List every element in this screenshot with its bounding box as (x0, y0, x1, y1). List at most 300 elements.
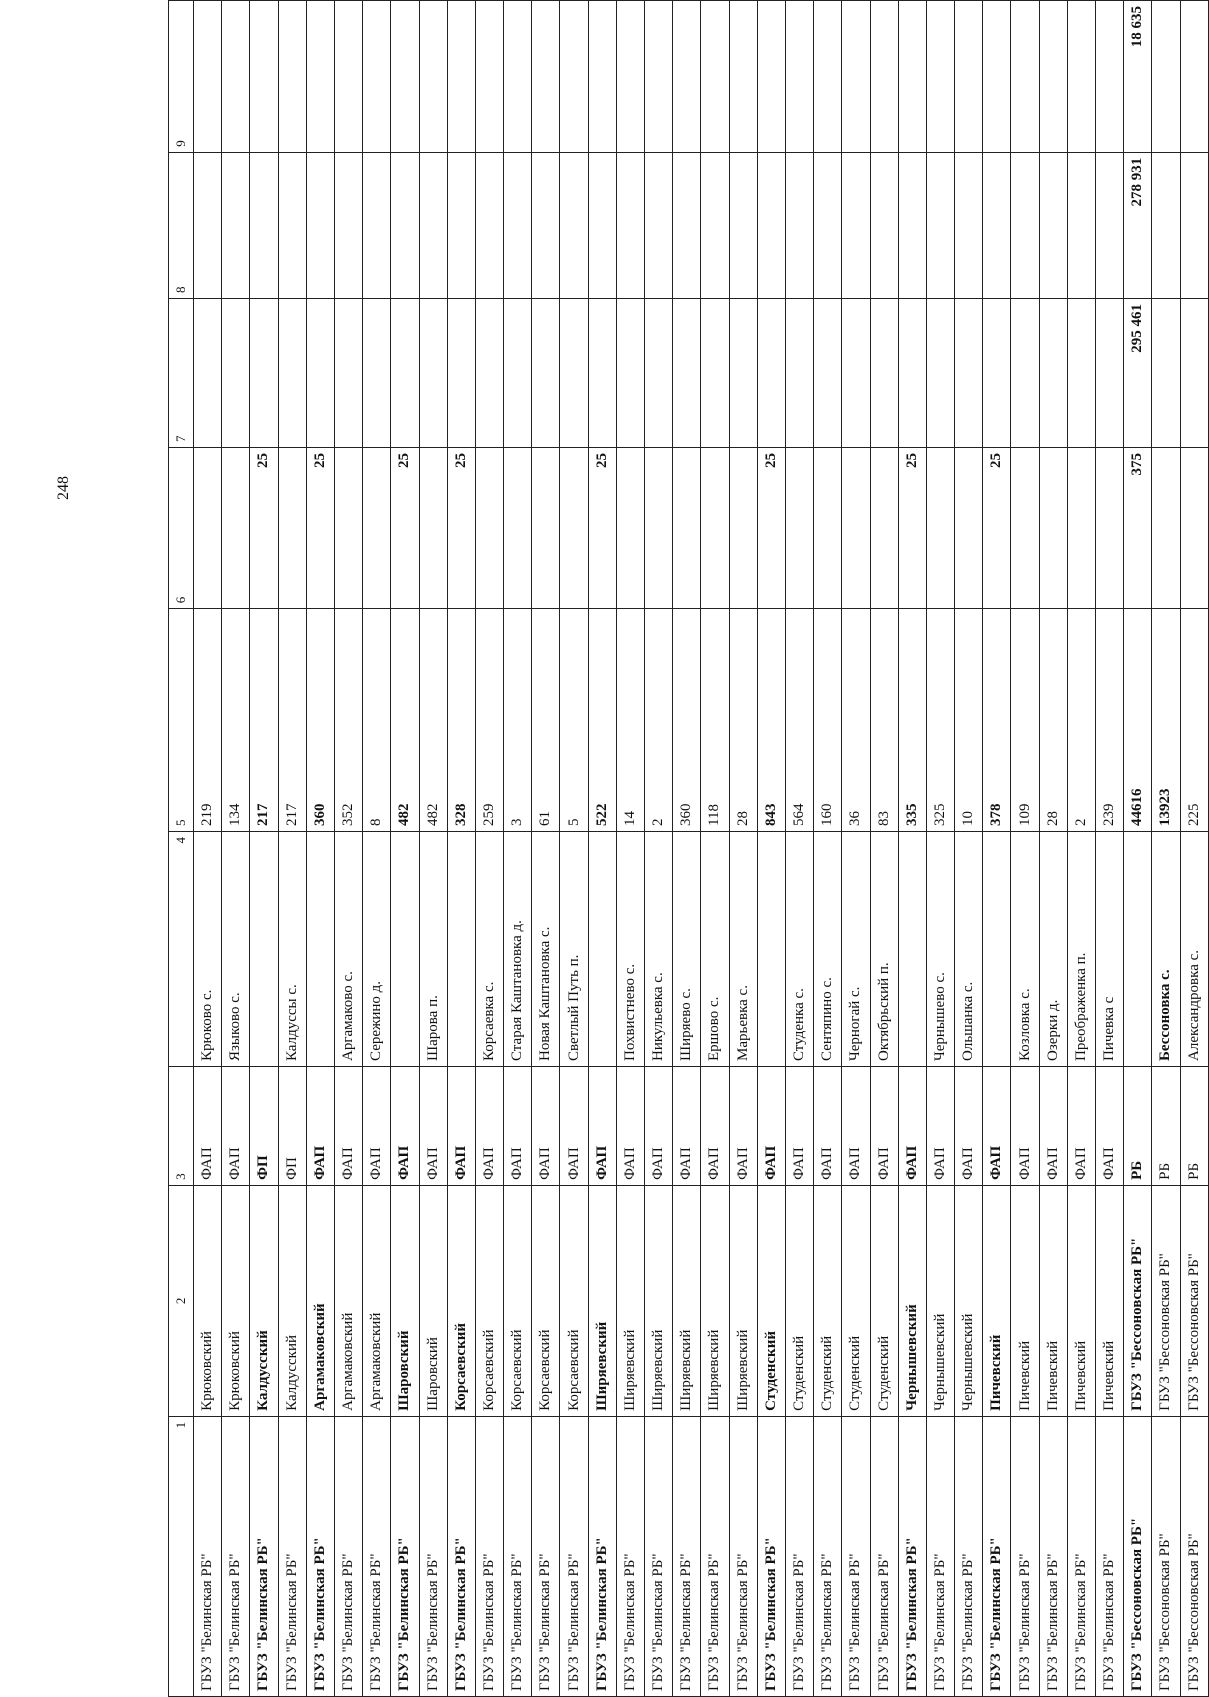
subdivision-cell: Корсаевский (532, 1185, 560, 1416)
settlement-cell: Светлый Путь п. (560, 831, 588, 1066)
table-row (504, 1, 532, 1697)
table-row (1011, 1, 1039, 1697)
settlement-cell (898, 831, 926, 1066)
col7-cell (391, 299, 419, 448)
col6-cell (560, 447, 588, 608)
subdivision-cell: Ширяевский (673, 1185, 701, 1416)
institution-cell: ГБУЗ "Белинская РБ" (785, 1416, 813, 1696)
col8-cell (1152, 152, 1180, 298)
col7-cell (814, 299, 842, 448)
population-cell: 61 (532, 609, 560, 832)
type-cell: ФАП (983, 1067, 1011, 1186)
col6-cell (701, 447, 729, 608)
col7-cell (645, 299, 673, 448)
col6-cell: 25 (588, 447, 616, 608)
col8-cell (1039, 152, 1067, 298)
col8-cell (391, 152, 419, 298)
col9-cell (898, 1, 926, 153)
column-header: 8 (169, 152, 194, 298)
col8-cell (814, 152, 842, 298)
column-header: 9 (169, 1, 194, 153)
population-cell: 2 (1067, 609, 1095, 832)
col8-cell: 278 931 (1124, 152, 1152, 298)
col7-cell (926, 299, 954, 448)
table-row (701, 1, 729, 1697)
subdivision-cell: Шаровский (391, 1185, 419, 1416)
col6-cell: 25 (983, 447, 1011, 608)
col6-cell (926, 447, 954, 608)
population-cell: 219 (194, 609, 222, 832)
table-row (757, 1, 785, 1697)
institution-cell: ГБУЗ "Белинская РБ" (419, 1416, 447, 1696)
col6-cell: 25 (391, 447, 419, 608)
col9-cell (250, 1, 278, 153)
institution-cell: ГБУЗ "Белинская РБ" (194, 1416, 222, 1696)
settlement-cell: Сентяпино с. (814, 831, 842, 1066)
table-row (983, 1, 1011, 1697)
col7-cell (898, 299, 926, 448)
population-cell: 328 (447, 609, 475, 832)
column-header: 1 (169, 1416, 194, 1696)
col8-cell (729, 152, 757, 298)
settlement-cell (588, 831, 616, 1066)
col7-cell (616, 299, 644, 448)
settlement-cell: Марьевка с. (729, 831, 757, 1066)
institution-cell: ГБУЗ "Белинская РБ" (588, 1416, 616, 1696)
institution-cell: ГБУЗ "Белинская РБ" (250, 1416, 278, 1696)
column-header: 3 (169, 1067, 194, 1186)
col9-cell (701, 1, 729, 153)
population-cell: 482 (419, 609, 447, 832)
settlement-cell: Никульевка с. (645, 831, 673, 1066)
col6-cell (475, 447, 503, 608)
column-number-header (169, 1, 194, 1697)
type-cell: ФАП (898, 1067, 926, 1186)
table-row (814, 1, 842, 1697)
col6-cell (814, 447, 842, 608)
col9-cell (222, 1, 250, 153)
col9-cell (560, 1, 588, 153)
col9-cell (983, 1, 1011, 153)
subdivision-cell: Чернышевский (898, 1185, 926, 1416)
col6-cell (729, 447, 757, 608)
table-row (447, 1, 475, 1697)
subdivision-cell: Ширяевский (616, 1185, 644, 1416)
settlement-cell: Пичевка с (1096, 831, 1124, 1066)
col9-cell (588, 1, 616, 153)
type-cell: ФАП (1011, 1067, 1039, 1186)
col6-cell (842, 447, 870, 608)
settlement-cell: Козловка с. (1011, 831, 1039, 1066)
population-cell: 83 (870, 609, 898, 832)
col9-cell (785, 1, 813, 153)
settlement-cell (1124, 831, 1152, 1066)
col8-cell (983, 152, 1011, 298)
col6-cell (673, 447, 701, 608)
table-row (391, 1, 419, 1697)
settlement-cell: Ершово с. (701, 831, 729, 1066)
settlement-cell (757, 831, 785, 1066)
type-cell: ФАП (616, 1067, 644, 1186)
column-header: 7 (169, 299, 194, 448)
column-header: 5 (169, 609, 194, 832)
col7-cell (983, 299, 1011, 448)
settlement-cell (391, 831, 419, 1066)
column-header: 6 (169, 447, 194, 608)
subdivision-cell: Шаровский (419, 1185, 447, 1416)
table-row (842, 1, 870, 1697)
settlement-cell: Студенка с. (785, 831, 813, 1066)
type-cell: ФАП (870, 1067, 898, 1186)
institution-cell: ГБУЗ "Белинская РБ" (504, 1416, 532, 1696)
subdivision-cell: Крюковский (222, 1185, 250, 1416)
settlement-cell: Черногай с. (842, 831, 870, 1066)
table-row (645, 1, 673, 1697)
subdivision-cell: Аргамаковский (306, 1185, 334, 1416)
col8-cell (898, 152, 926, 298)
table-row (673, 1, 701, 1697)
table-row (616, 1, 644, 1697)
subdivision-cell: Студенский (757, 1185, 785, 1416)
population-cell: 36 (842, 609, 870, 832)
institution-cell: ГБУЗ "Белинская РБ" (842, 1416, 870, 1696)
col6-cell (1096, 447, 1124, 608)
table-row (560, 1, 588, 1697)
type-cell: ФАП (588, 1067, 616, 1186)
col8-cell (1011, 152, 1039, 298)
col7-cell (334, 299, 362, 448)
subdivision-cell: ГБУЗ "Бессоновская РБ" (1152, 1185, 1180, 1416)
col7-cell (701, 299, 729, 448)
type-cell: ФАП (222, 1067, 250, 1186)
subdivision-cell: Калдусский (278, 1185, 306, 1416)
page-number: 248 (55, 476, 72, 500)
col9-cell (532, 1, 560, 153)
col8-cell (955, 152, 983, 298)
type-cell: ФАП (419, 1067, 447, 1186)
col9-cell (475, 1, 503, 153)
population-cell: 482 (391, 609, 419, 832)
col8-cell (306, 152, 334, 298)
settlement-cell (447, 831, 475, 1066)
col7-cell (419, 299, 447, 448)
col8-cell (842, 152, 870, 298)
type-cell: ФАП (560, 1067, 588, 1186)
col7-cell (250, 299, 278, 448)
institution-cell: ГБУЗ "Белинская РБ" (814, 1416, 842, 1696)
col6-cell (419, 447, 447, 608)
population-cell: 44616 (1124, 609, 1152, 832)
type-cell: ФАП (504, 1067, 532, 1186)
type-cell: ФАП (785, 1067, 813, 1186)
type-cell: ФАП (447, 1067, 475, 1186)
subdivision-cell: Аргамаковский (363, 1185, 391, 1416)
settlement-cell: Октябрьский п. (870, 831, 898, 1066)
type-cell: ФП (278, 1067, 306, 1186)
col6-cell (334, 447, 362, 608)
col9-cell (278, 1, 306, 153)
col8-cell (673, 152, 701, 298)
population-cell: 8 (363, 609, 391, 832)
table-row (194, 1, 222, 1697)
type-cell: ФАП (194, 1067, 222, 1186)
institution-cell: ГБУЗ "Белинская РБ" (334, 1416, 362, 1696)
col8-cell (532, 152, 560, 298)
col6-cell (363, 447, 391, 608)
col7-cell (560, 299, 588, 448)
col8-cell (645, 152, 673, 298)
table-row (250, 1, 278, 1697)
col7-cell (1180, 299, 1208, 448)
institution-cell: ГБУЗ "Бессоновская РБ" (1180, 1416, 1208, 1696)
population-cell: 378 (983, 609, 1011, 832)
col7-cell (1096, 299, 1124, 448)
col7-cell (785, 299, 813, 448)
subdivision-cell: Пичевский (1067, 1185, 1095, 1416)
col9-cell (447, 1, 475, 153)
col6-cell (194, 447, 222, 608)
subdivision-cell: Пичевский (983, 1185, 1011, 1416)
table-row (222, 1, 250, 1697)
institution-cell: ГБУЗ "Белинская РБ" (870, 1416, 898, 1696)
col9-cell (194, 1, 222, 153)
col6-cell (504, 447, 532, 608)
type-cell: РБ (1152, 1067, 1180, 1186)
institution-cell: ГБУЗ "Белинская РБ" (391, 1416, 419, 1696)
col8-cell (363, 152, 391, 298)
col6-cell: 25 (250, 447, 278, 608)
settlement-cell: Сережино д. (363, 831, 391, 1066)
type-cell: ФАП (1096, 1067, 1124, 1186)
col6-cell: 25 (757, 447, 785, 608)
settlement-cell: Шарова п. (419, 831, 447, 1066)
type-cell: ФАП (1039, 1067, 1067, 1186)
column-header: 2 (169, 1185, 194, 1416)
subdivision-cell: ГБУЗ "Бессоновская РБ" (1124, 1185, 1152, 1416)
settlement-cell: Корсаевка с. (475, 831, 503, 1066)
table-row (1039, 1, 1067, 1697)
subdivision-cell: Ширяевский (588, 1185, 616, 1416)
settlement-cell: Аргамаково с. (334, 831, 362, 1066)
rotated-table-container (168, 0, 1208, 1697)
col9-cell (616, 1, 644, 153)
type-cell: ФАП (955, 1067, 983, 1186)
col6-cell: 25 (447, 447, 475, 608)
col7-cell (870, 299, 898, 448)
population-cell: 239 (1096, 609, 1124, 832)
type-cell: ФАП (729, 1067, 757, 1186)
population-cell: 118 (701, 609, 729, 832)
col6-cell (870, 447, 898, 608)
col7-cell (1039, 299, 1067, 448)
subdivision-cell: ГБУЗ "Бессоновская РБ" (1180, 1185, 1208, 1416)
population-cell: 843 (757, 609, 785, 832)
col9-cell (1096, 1, 1124, 153)
col7-cell (363, 299, 391, 448)
type-cell: ФАП (475, 1067, 503, 1186)
col6-cell (278, 447, 306, 608)
table-row (1180, 1, 1208, 1697)
col7-cell (306, 299, 334, 448)
col9-cell (363, 1, 391, 153)
population-cell: 10 (955, 609, 983, 832)
population-cell: 2 (645, 609, 673, 832)
institution-cell: ГБУЗ "Белинская РБ" (1039, 1416, 1067, 1696)
subdivision-cell: Чернышевский (955, 1185, 983, 1416)
institution-cell: ГБУЗ "Белинская РБ" (278, 1416, 306, 1696)
table-row (419, 1, 447, 1697)
col6-cell (1039, 447, 1067, 608)
settlement-cell: Крюково с. (194, 831, 222, 1066)
type-cell: ФАП (701, 1067, 729, 1186)
col8-cell (504, 152, 532, 298)
col6-cell: 375 (1124, 447, 1152, 608)
col7-cell (588, 299, 616, 448)
institution-cell: ГБУЗ "Белинская РБ" (757, 1416, 785, 1696)
col9-cell (926, 1, 954, 153)
population-cell: 28 (1039, 609, 1067, 832)
col9-cell (419, 1, 447, 153)
col9-cell: 18 635 (1124, 1, 1152, 153)
col6-cell (785, 447, 813, 608)
table-row (475, 1, 503, 1697)
institution-cell: ГБУЗ "Белинская РБ" (616, 1416, 644, 1696)
population-cell: 360 (673, 609, 701, 832)
col9-cell (1067, 1, 1095, 153)
settlement-cell: Ольшанка с. (955, 831, 983, 1066)
table-row (729, 1, 757, 1697)
col7-cell (222, 299, 250, 448)
subdivision-cell: Корсаевский (447, 1185, 475, 1416)
col7-cell: 295 461 (1124, 299, 1152, 448)
settlement-cell: Александровка с. (1180, 831, 1208, 1066)
type-cell: ФАП (842, 1067, 870, 1186)
col8-cell (870, 152, 898, 298)
col6-cell (1180, 447, 1208, 608)
col7-cell (673, 299, 701, 448)
institution-cell: ГБУЗ "Белинская РБ" (560, 1416, 588, 1696)
col9-cell (955, 1, 983, 153)
population-cell: 225 (1180, 609, 1208, 832)
type-cell: ФАП (814, 1067, 842, 1186)
subdivision-cell: Ширяевский (645, 1185, 673, 1416)
settlement-cell: Новая Каштановка с. (532, 831, 560, 1066)
population-cell: 335 (898, 609, 926, 832)
col8-cell (616, 152, 644, 298)
population-cell: 259 (475, 609, 503, 832)
population-cell: 325 (926, 609, 954, 832)
population-cell: 217 (278, 609, 306, 832)
type-cell: ФАП (532, 1067, 560, 1186)
population-cell: 360 (306, 609, 334, 832)
settlement-cell: Ширяево с. (673, 831, 701, 1066)
population-cell: 28 (729, 609, 757, 832)
col6-cell (532, 447, 560, 608)
col6-cell (1152, 447, 1180, 608)
col9-cell (870, 1, 898, 153)
type-cell: РБ (1180, 1067, 1208, 1186)
col7-cell (757, 299, 785, 448)
type-cell: ФАП (1067, 1067, 1095, 1186)
table-row (306, 1, 334, 1697)
col7-cell (504, 299, 532, 448)
col8-cell (419, 152, 447, 298)
population-cell: 564 (785, 609, 813, 832)
col7-cell (475, 299, 503, 448)
population-cell: 3 (504, 609, 532, 832)
subdivision-cell: Ширяевский (701, 1185, 729, 1416)
facility-table (168, 0, 1209, 1697)
settlement-cell: Чернышево с. (926, 831, 954, 1066)
table-row (1067, 1, 1095, 1697)
col7-cell (447, 299, 475, 448)
table-row (363, 1, 391, 1697)
settlement-cell (983, 831, 1011, 1066)
type-cell: ФАП (391, 1067, 419, 1186)
table-row (1152, 1, 1180, 1697)
col6-cell (222, 447, 250, 608)
type-cell: ФАП (306, 1067, 334, 1186)
col8-cell (278, 152, 306, 298)
population-cell: 134 (222, 609, 250, 832)
col9-cell (1011, 1, 1039, 153)
settlement-cell: Похвистнево с. (616, 831, 644, 1066)
col9-cell (645, 1, 673, 153)
col7-cell (842, 299, 870, 448)
col9-cell (757, 1, 785, 153)
institution-cell: ГБУЗ "Бессоновская РБ" (1124, 1416, 1152, 1696)
col6-cell (616, 447, 644, 608)
settlement-cell (250, 831, 278, 1066)
subdivision-cell: Студенский (842, 1185, 870, 1416)
col9-cell (306, 1, 334, 153)
col8-cell (475, 152, 503, 298)
subdivision-cell: Студенский (814, 1185, 842, 1416)
col8-cell (1180, 152, 1208, 298)
col9-cell (842, 1, 870, 153)
subdivision-cell: Студенский (785, 1185, 813, 1416)
institution-cell: ГБУЗ "Белинская РБ" (926, 1416, 954, 1696)
col8-cell (1096, 152, 1124, 298)
col9-cell (1180, 1, 1208, 153)
table-row (532, 1, 560, 1697)
settlement-cell: Старая Каштановка д. (504, 831, 532, 1066)
col9-cell (504, 1, 532, 153)
table-row (334, 1, 362, 1697)
population-cell: 352 (334, 609, 362, 832)
population-cell: 217 (250, 609, 278, 832)
col6-cell (645, 447, 673, 608)
type-cell: ФП (250, 1067, 278, 1186)
col7-cell (1011, 299, 1039, 448)
col7-cell (532, 299, 560, 448)
table-row (1124, 1, 1152, 1697)
population-cell: 13923 (1152, 609, 1180, 832)
settlement-cell: Бессоновка с. (1152, 831, 1180, 1066)
type-cell: ФАП (334, 1067, 362, 1186)
col8-cell (1067, 152, 1095, 298)
institution-cell: ГБУЗ "Белинская РБ" (645, 1416, 673, 1696)
col9-cell (673, 1, 701, 153)
institution-cell: ГБУЗ "Белинская РБ" (955, 1416, 983, 1696)
settlement-cell (306, 831, 334, 1066)
subdivision-cell: Пичевский (1039, 1185, 1067, 1416)
subdivision-cell: Чернышевский (926, 1185, 954, 1416)
settlement-cell: Калдуссы с. (278, 831, 306, 1066)
col6-cell (1011, 447, 1039, 608)
population-cell: 160 (814, 609, 842, 832)
col6-cell (955, 447, 983, 608)
